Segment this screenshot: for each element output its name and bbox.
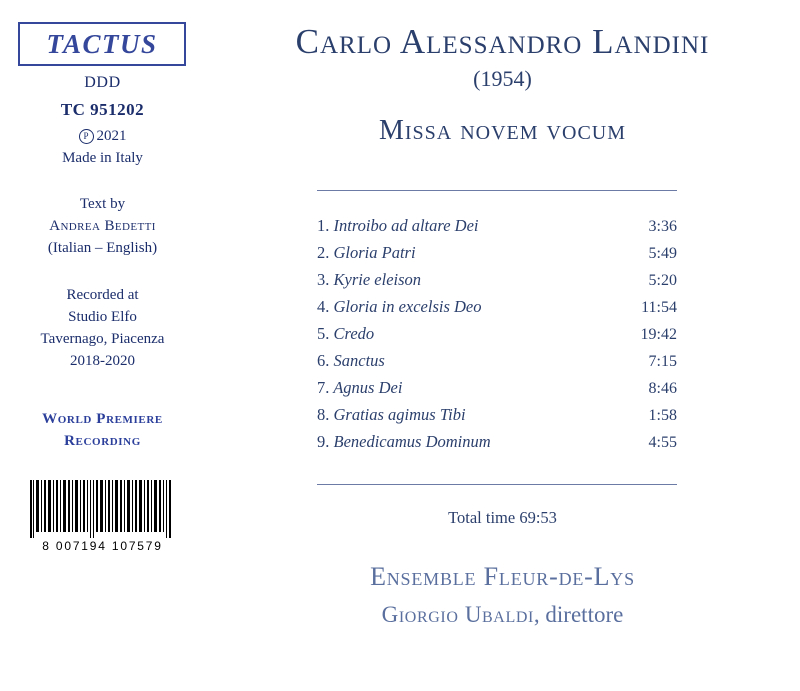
made-in-line: Made in Italy bbox=[62, 150, 143, 166]
phonogram-icon: P bbox=[79, 129, 94, 144]
ensemble-name: Ensemble Fleur-de-Lys bbox=[370, 562, 635, 591]
track-row bbox=[317, 270, 677, 297]
track-number: 6. bbox=[317, 351, 330, 370]
conductor-name: Giorgio Ubaldi bbox=[381, 602, 534, 627]
text-by-label: Text by bbox=[79, 196, 126, 212]
tracklist bbox=[317, 216, 677, 459]
conductor-role: , direttore bbox=[533, 602, 624, 627]
recorded-at-label: Recorded at bbox=[66, 287, 139, 303]
track-row bbox=[317, 378, 677, 405]
track-title: Benedicamus Dominum bbox=[333, 432, 491, 451]
track-duration: 1:58 bbox=[648, 407, 677, 424]
recording-studio: Studio Elfo bbox=[68, 309, 137, 325]
text-languages: (Italian – English) bbox=[47, 240, 158, 256]
track-title: Credo bbox=[333, 324, 375, 343]
track-title: Gloria in excelsis Deo bbox=[333, 297, 482, 316]
track-row bbox=[317, 351, 677, 378]
track-duration: 5:49 bbox=[648, 245, 677, 262]
work-title: Missa novem vocum bbox=[378, 115, 627, 146]
track-title: Kyrie eleison bbox=[333, 270, 422, 289]
recording-years: 2018-2020 bbox=[70, 353, 135, 369]
track-duration: 5:20 bbox=[648, 272, 677, 289]
track-number: 1. bbox=[317, 216, 330, 235]
track-number: 5. bbox=[317, 324, 330, 343]
track-duration: 19:42 bbox=[640, 326, 677, 343]
track-label bbox=[317, 351, 385, 371]
track-duration: 4:55 bbox=[648, 434, 677, 451]
track-title: Agnus Dei bbox=[333, 378, 403, 397]
track-label bbox=[317, 378, 402, 398]
composer-years: (1954) bbox=[473, 66, 532, 91]
track-label bbox=[317, 432, 491, 452]
release-content bbox=[205, 0, 800, 691]
track-title: Introibo ad altare Dei bbox=[333, 216, 479, 235]
tactus-logo bbox=[18, 22, 186, 66]
phonogram-line bbox=[0, 128, 205, 145]
track-title: Sanctus bbox=[333, 351, 385, 370]
track-row bbox=[317, 432, 677, 459]
barcode bbox=[30, 480, 175, 553]
track-number: 3. bbox=[317, 270, 330, 289]
divider-bottom bbox=[317, 484, 677, 485]
conductor-line bbox=[205, 602, 800, 628]
track-label bbox=[317, 297, 482, 317]
barcode-bars bbox=[30, 480, 175, 538]
track-duration: 11:54 bbox=[641, 299, 677, 316]
catalog-number: TC 951202 bbox=[60, 100, 145, 119]
track-title: Gloria Patri bbox=[333, 243, 416, 262]
track-number: 8. bbox=[317, 405, 330, 424]
track-number: 9. bbox=[317, 432, 330, 451]
track-row bbox=[317, 324, 677, 351]
track-title: Gratias agimus Tibi bbox=[333, 405, 466, 424]
label-info-column bbox=[0, 0, 205, 691]
track-duration: 3:36 bbox=[648, 218, 677, 235]
track-row bbox=[317, 405, 677, 432]
barcode-digits: 8 007194 107579 bbox=[42, 539, 163, 553]
track-number: 7. bbox=[317, 378, 330, 397]
phonogram-year: 2021 bbox=[96, 128, 127, 144]
track-row bbox=[317, 297, 677, 324]
ddd-code: DDD bbox=[84, 74, 121, 91]
track-label bbox=[317, 405, 466, 425]
track-label bbox=[317, 324, 374, 344]
divider-top bbox=[317, 190, 677, 191]
track-row bbox=[317, 243, 677, 270]
track-label bbox=[317, 216, 478, 236]
track-label bbox=[317, 270, 421, 290]
track-duration: 7:15 bbox=[648, 353, 677, 370]
track-row bbox=[317, 216, 677, 243]
recording-location: Tavernago, Piacenza bbox=[40, 331, 165, 347]
track-label bbox=[317, 243, 416, 263]
total-time: Total time 69:53 bbox=[448, 508, 557, 527]
track-duration: 8:46 bbox=[648, 380, 677, 397]
composer-name: Carlo Alessandro Landini bbox=[295, 22, 710, 61]
world-premiere-line1: World Premiere bbox=[42, 411, 163, 427]
world-premiere-line2: Recording bbox=[64, 433, 141, 449]
text-author: Andrea Bedetti bbox=[49, 218, 156, 234]
tactus-logo-text: TACTUS bbox=[46, 28, 158, 59]
track-number: 4. bbox=[317, 297, 330, 316]
track-number: 2. bbox=[317, 243, 330, 262]
